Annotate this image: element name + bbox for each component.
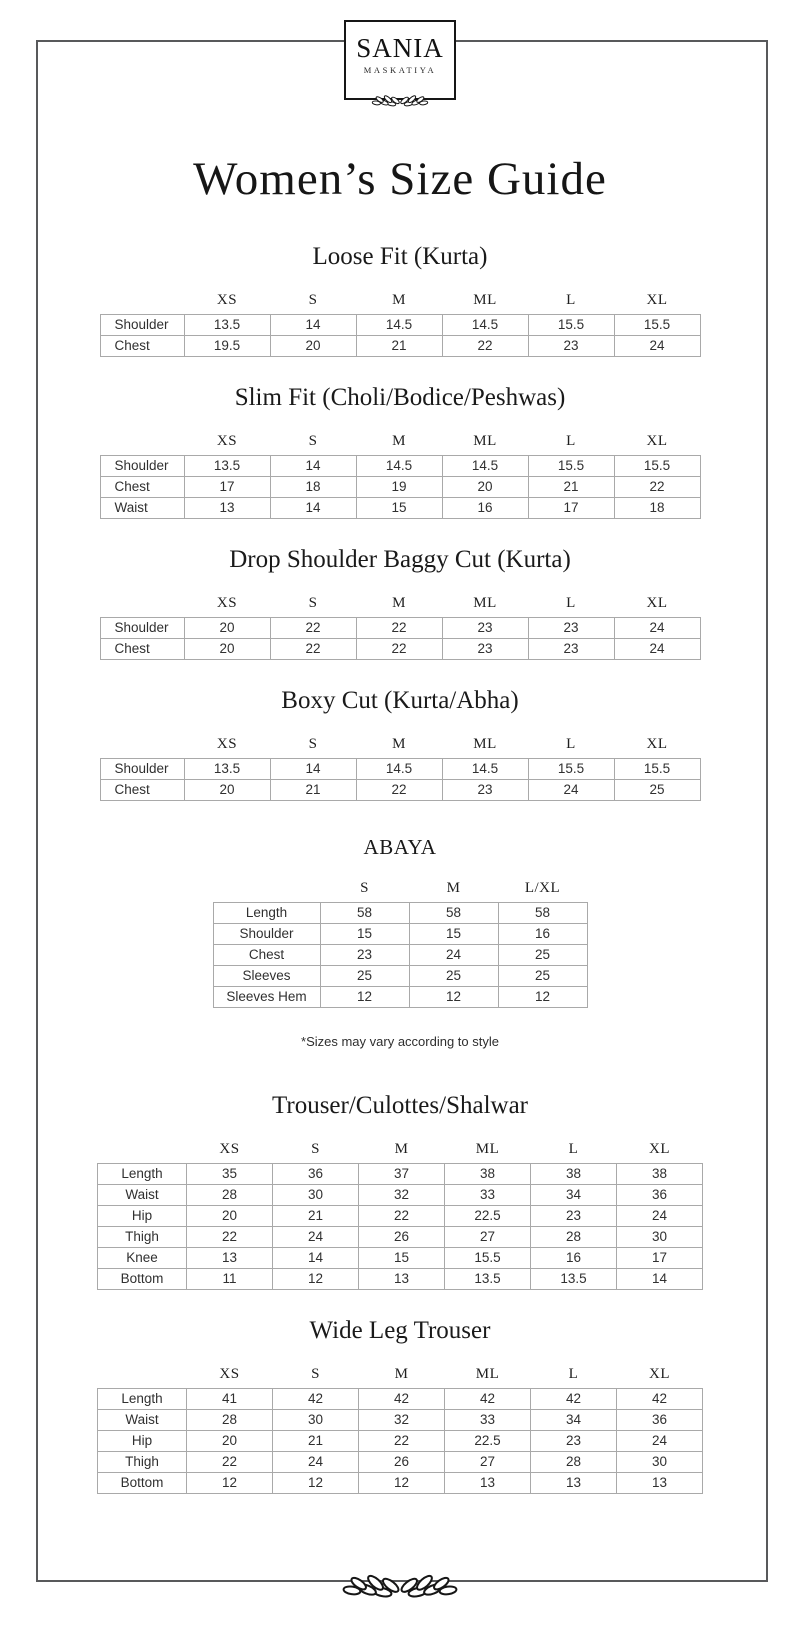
size-column-header: XS [219,1366,240,1383]
size-value: 33 [445,1410,531,1431]
size-value: 25 [320,966,409,987]
size-column-header: S [360,880,369,897]
size-value: 14.5 [442,759,528,780]
measurement-row [98,1452,703,1473]
size-value: 14 [270,759,356,780]
size-value: 22 [442,336,528,357]
size-value: 38 [531,1164,617,1185]
size-header-row [213,880,587,903]
corner-cell [213,880,320,903]
size-value: 12 [498,987,587,1008]
size-value: 58 [320,903,409,924]
size-value: 21 [356,336,442,357]
row-label: Length [213,903,320,924]
size-value: 24 [617,1431,703,1452]
row-label: Hip [98,1431,187,1452]
row-label: Waist [98,1410,187,1431]
size-value: 22 [614,477,700,498]
row-label: Bottom [98,1473,187,1494]
measurement-row [213,903,587,924]
laurel-leaves-icon [341,1571,459,1598]
size-value: 14 [270,456,356,477]
measurement-row [100,780,700,801]
row-label: Chest [100,639,184,660]
row-label: Chest [100,336,184,357]
size-value: 14.5 [442,315,528,336]
size-value: 13.5 [531,1269,617,1290]
size-value: 23 [442,780,528,801]
size-column-header: XL [649,1141,670,1158]
measurement-row [100,498,700,519]
size-value: 20 [184,639,270,660]
size-value: 16 [531,1248,617,1269]
measurement-row [100,639,700,660]
size-value: 13 [187,1248,273,1269]
corner-cell [98,1141,187,1164]
row-label: Hip [98,1206,187,1227]
size-value: 24 [528,780,614,801]
size-column-header: XL [646,736,668,753]
size-column-header: M [394,1366,409,1383]
size-value: 38 [617,1164,703,1185]
size-value: 36 [273,1164,359,1185]
measurement-row [213,924,587,945]
size-column-header: XS [216,433,238,450]
size-value: 30 [273,1410,359,1431]
size-column-header: M [394,1141,409,1158]
size-value: 15 [409,924,498,945]
size-value: 24 [614,618,700,639]
size-value: 22 [359,1431,445,1452]
size-value: 21 [270,780,356,801]
measurement-row [100,336,700,357]
size-value: 26 [359,1452,445,1473]
measurement-row [98,1389,703,1410]
size-column-header: XL [646,595,668,612]
measurement-row [98,1473,703,1494]
size-value: 23 [442,639,528,660]
size-column-header: L [566,595,576,612]
brand-subname: MASKATIYA [363,65,437,75]
size-column-header: S [308,736,318,753]
size-value: 30 [617,1452,703,1473]
size-column-header: XL [646,433,668,450]
row-label: Chest [100,780,184,801]
size-value: 23 [442,618,528,639]
row-label: Shoulder [100,759,184,780]
size-table [100,736,701,801]
size-value: 22 [359,1206,445,1227]
section-title: Wide Leg Trouser [309,1317,491,1345]
size-value: 27 [445,1452,531,1473]
size-table [97,1366,703,1494]
size-value: 14.5 [356,315,442,336]
size-column-header: S [311,1141,320,1158]
measurement-row [98,1269,703,1290]
brand-name: SANIA [356,33,444,63]
measurement-row [100,456,700,477]
row-label: Sleeves Hem [213,987,320,1008]
size-value: 13 [445,1473,531,1494]
size-value: 20 [442,477,528,498]
size-column-header: M [392,736,406,753]
size-value: 22 [356,618,442,639]
size-value: 12 [187,1473,273,1494]
size-value: 13.5 [184,315,270,336]
size-value: 22 [187,1227,273,1248]
size-value: 20 [270,336,356,357]
size-value: 13.5 [445,1269,531,1290]
measurement-row [98,1206,703,1227]
size-value: 14.5 [356,456,442,477]
section-wide-leg-trouser [0,1316,800,1494]
size-value: 25 [498,945,587,966]
size-value: 19.5 [184,336,270,357]
size-value: 24 [273,1227,359,1248]
size-value: 30 [273,1185,359,1206]
size-value: 25 [498,966,587,987]
size-value: 38 [445,1164,531,1185]
size-value: 13 [531,1473,617,1494]
row-label: Thigh [98,1452,187,1473]
size-column-header: ML [473,433,497,450]
section-boxy-cut [0,686,800,801]
measurement-row [98,1227,703,1248]
corner-cell [100,292,184,315]
size-value: 13.5 [184,759,270,780]
size-note: *Sizes may vary according to style [301,1034,499,1050]
size-column-header: M [446,880,461,897]
row-label: Shoulder [100,456,184,477]
size-value: 41 [187,1389,273,1410]
size-value: 23 [528,336,614,357]
size-value: 58 [409,903,498,924]
size-value: 20 [187,1431,273,1452]
size-value: 12 [273,1473,359,1494]
section-title: Trouser/Culottes/Shalwar [271,1092,529,1120]
size-column-header: S [308,595,318,612]
size-value: 13 [184,498,270,519]
section-loose-fit [0,242,800,357]
row-label: Sleeves [213,966,320,987]
measurement-row [100,315,700,336]
measurement-row [98,1431,703,1452]
size-value: 21 [528,477,614,498]
size-value: 15.5 [528,456,614,477]
measurement-row [100,477,700,498]
size-value: 34 [531,1185,617,1206]
size-value: 28 [187,1185,273,1206]
size-column-header: M [392,433,406,450]
size-column-header: L [566,433,576,450]
size-column-header: ML [473,595,497,612]
size-column-header: L/XL [524,880,561,897]
size-table [100,433,701,519]
size-value: 42 [617,1389,703,1410]
size-value: 28 [531,1227,617,1248]
size-column-header: S [311,1366,320,1383]
size-value: 22 [270,618,356,639]
size-value: 24 [614,336,700,357]
size-value: 23 [320,945,409,966]
size-column-header: S [308,433,318,450]
size-value: 33 [445,1185,531,1206]
size-value: 22.5 [445,1431,531,1452]
size-value: 14 [270,315,356,336]
size-column-header: ML [473,736,497,753]
size-value: 19 [356,477,442,498]
size-value: 42 [359,1389,445,1410]
section-drop-shoulder [0,545,800,660]
size-table [213,880,588,1008]
section-slim-fit [0,383,800,519]
size-header-row [98,1366,703,1389]
size-column-header: ML [475,1366,500,1383]
size-column-header: ML [475,1141,500,1158]
size-value: 17 [528,498,614,519]
size-value: 23 [531,1206,617,1227]
size-value: 34 [531,1410,617,1431]
size-table [97,1141,703,1290]
size-table [100,292,701,357]
size-value: 24 [614,639,700,660]
size-column-header: XL [646,292,668,309]
size-header-row [98,1141,703,1164]
corner-cell [100,736,184,759]
size-value: 24 [617,1206,703,1227]
size-value: 26 [359,1227,445,1248]
row-label: Thigh [98,1227,187,1248]
size-value: 28 [187,1410,273,1431]
size-value: 23 [528,639,614,660]
size-value: 14.5 [356,759,442,780]
size-value: 58 [498,903,587,924]
measurement-row [213,945,587,966]
section-trouser-culottes-shalwar [0,1091,800,1290]
size-value: 25 [409,966,498,987]
section-title: Loose Fit (Kurta) [312,243,488,271]
measurement-row [213,966,587,987]
size-column-header: XS [216,595,238,612]
size-value: 11 [187,1269,273,1290]
size-value: 15.5 [528,759,614,780]
size-header-row [100,595,700,618]
corner-cell [98,1366,187,1389]
size-value: 21 [273,1431,359,1452]
size-column-header: S [308,292,318,309]
size-value: 18 [614,498,700,519]
row-label: Waist [100,498,184,519]
size-value: 16 [442,498,528,519]
size-header-row [100,736,700,759]
size-column-header: L [566,292,576,309]
size-value: 20 [184,780,270,801]
size-value: 13 [359,1269,445,1290]
size-value: 13 [617,1473,703,1494]
laurel-leaves-icon [371,93,429,107]
page-title: Women’s Size Guide [193,153,607,205]
size-value: 24 [409,945,498,966]
measurement-row [98,1410,703,1431]
measurement-row [100,759,700,780]
size-value: 14 [273,1248,359,1269]
size-value: 16 [498,924,587,945]
size-value: 12 [359,1473,445,1494]
row-label: Shoulder [100,315,184,336]
corner-cell [100,433,184,456]
row-label: Knee [98,1248,187,1269]
size-value: 37 [359,1164,445,1185]
measurement-row [98,1164,703,1185]
section-title: Drop Shoulder Baggy Cut (Kurta) [229,546,571,574]
size-value: 36 [617,1410,703,1431]
size-value: 12 [320,987,409,1008]
size-value: 22 [187,1452,273,1473]
size-value: 14 [270,498,356,519]
section-title: Slim Fit (Choli/Bodice/Peshwas) [234,384,566,412]
section-title: ABAYA [363,835,437,860]
size-column-header: L [568,1141,579,1158]
size-value: 32 [359,1410,445,1431]
brand-logo [344,20,456,100]
size-value: 12 [273,1269,359,1290]
size-value: 15 [356,498,442,519]
size-value: 20 [187,1206,273,1227]
measurement-row [98,1185,703,1206]
size-value: 20 [184,618,270,639]
size-column-header: L [568,1366,579,1383]
size-value: 15.5 [528,315,614,336]
measurement-row [213,987,587,1008]
size-value: 22 [356,639,442,660]
row-label: Bottom [98,1269,187,1290]
size-value: 14 [617,1269,703,1290]
size-value: 42 [531,1389,617,1410]
size-column-header: XS [216,736,238,753]
size-column-header: M [392,595,406,612]
size-value: 25 [614,780,700,801]
size-value: 15.5 [614,315,700,336]
size-value: 17 [617,1248,703,1269]
size-value: 27 [445,1227,531,1248]
size-value: 15.5 [614,456,700,477]
row-label: Length [98,1389,187,1410]
size-value: 32 [359,1185,445,1206]
size-value: 12 [409,987,498,1008]
section-abaya [0,835,800,1008]
size-value: 21 [273,1206,359,1227]
size-value: 15 [320,924,409,945]
size-value: 36 [617,1185,703,1206]
measurement-row [98,1248,703,1269]
corner-cell [100,595,184,618]
size-value: 42 [273,1389,359,1410]
size-value: 22 [270,639,356,660]
row-label: Waist [98,1185,187,1206]
row-label: Shoulder [213,924,320,945]
size-value: 22.5 [445,1206,531,1227]
size-value: 15 [359,1248,445,1269]
measurement-row [100,618,700,639]
size-value: 23 [528,618,614,639]
size-value: 23 [531,1431,617,1452]
row-label: Chest [100,477,184,498]
size-value: 30 [617,1227,703,1248]
size-value: 22 [356,780,442,801]
size-value: 28 [531,1452,617,1473]
row-label: Length [98,1164,187,1185]
size-value: 13.5 [184,456,270,477]
size-value: 17 [184,477,270,498]
size-value: 18 [270,477,356,498]
size-table [100,595,701,660]
size-value: 14.5 [442,456,528,477]
size-value: 15.5 [614,759,700,780]
row-label: Chest [213,945,320,966]
size-column-header: ML [473,292,497,309]
section-title: Boxy Cut (Kurta/Abha) [281,687,519,715]
size-column-header: XL [649,1366,670,1383]
size-header-row [100,292,700,315]
size-column-header: L [566,736,576,753]
size-value: 35 [187,1164,273,1185]
size-value: 42 [445,1389,531,1410]
size-column-header: M [392,292,406,309]
size-column-header: XS [219,1141,240,1158]
size-value: 24 [273,1452,359,1473]
size-value: 15.5 [445,1248,531,1269]
row-label: Shoulder [100,618,184,639]
size-column-header: XS [216,292,238,309]
size-header-row [100,433,700,456]
